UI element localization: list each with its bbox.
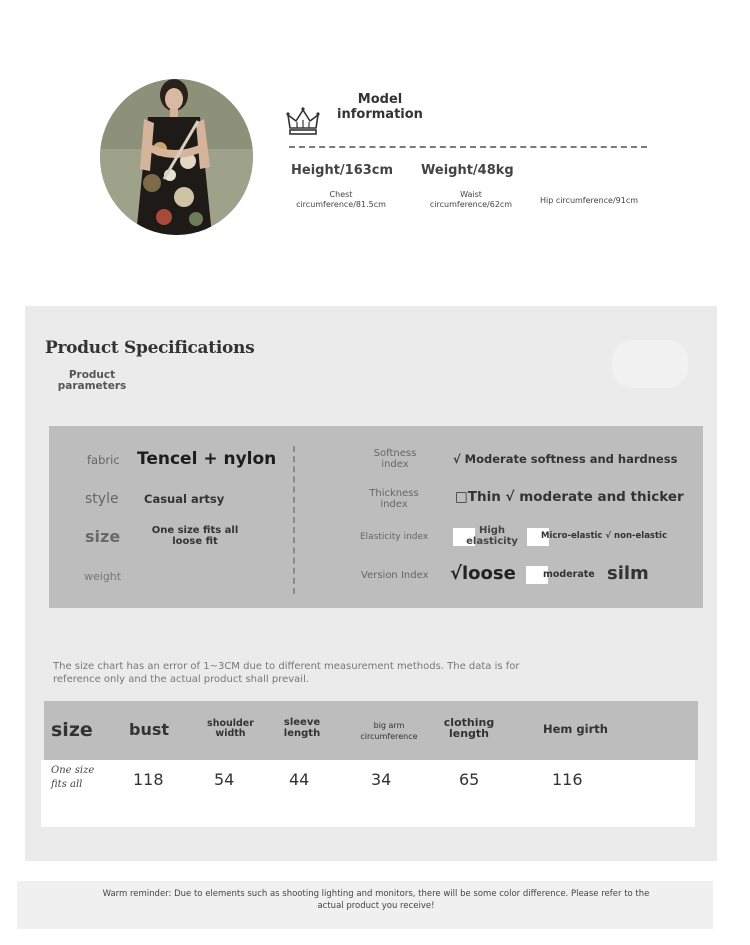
version-label: Version Index [361,570,429,581]
cell-hem-girth: 116 [552,770,583,789]
header-big-arm: big arm circumference [360,721,418,741]
size-value: One size fits all loose fit [151,525,239,547]
model-illustration [100,79,253,235]
softness-label: Softness index [373,448,417,470]
softness-value: √ Moderate softness and hardness [453,452,678,466]
model-weight: Weight/48kg [421,163,514,178]
model-photo [100,79,253,235]
cell-big-arm: 34 [371,770,392,789]
watermark [612,340,688,388]
warm-reminder: Warm reminder: Due to elements such as shooting lighting and monitors, there will be some color difference. Please refer to the actual product you receive! [102,889,650,911]
style-value: Casual artsy [144,492,225,506]
header-sleeve-length: sleeve length [283,717,321,739]
model-waist: Waist circumference/62cm [429,190,513,209]
cell-sleeve-length: 44 [289,770,310,789]
elasticity-rest: Micro-elastic √ non-elastic [541,531,668,541]
weight-label: weight [84,570,122,583]
header-size: size [51,719,93,741]
cell-size: One size fits all [51,765,95,790]
thickness-label: Thickness index [369,488,419,510]
version-slim: silm [607,563,649,584]
header-hem-girth: Hem girth [543,722,608,736]
version-moderate: moderate [543,569,595,580]
elasticity-label: Elasticity index [360,532,429,542]
params-divider [293,446,295,594]
header-bust: bust [129,720,170,739]
divider [289,146,647,148]
elasticity-high: High elasticity [466,525,518,547]
model-information-title: Model information [337,92,423,122]
header-shoulder-width: shoulder width [207,718,254,739]
spec-title: Product Specifications [45,338,255,358]
style-label: style [85,491,119,507]
fabric-label: fabric [87,453,120,467]
version-loose: √loose [450,563,516,584]
header-clothing-length: clothing length [443,716,495,740]
crown-icon [286,106,320,136]
cell-clothing-length: 65 [459,770,480,789]
thickness-value: □Thin √ moderate and thicker [455,489,684,505]
fabric-value: Tencel + nylon [137,449,277,469]
model-height: Height/163cm [291,163,394,178]
cell-bust: 118 [133,770,164,789]
spec-subtitle: Product parameters [57,369,127,392]
model-chest: Chest circumference/81.5cm [296,190,386,209]
model-hip: Hip circumference/91cm [539,196,639,205]
size-chart-note: The size chart has an error of 1~3CM due to different measurement methods. The data is for reference only and the actual product shall prevail. [53,661,520,685]
size-label: size [85,527,121,546]
cell-shoulder-width: 54 [214,770,235,789]
